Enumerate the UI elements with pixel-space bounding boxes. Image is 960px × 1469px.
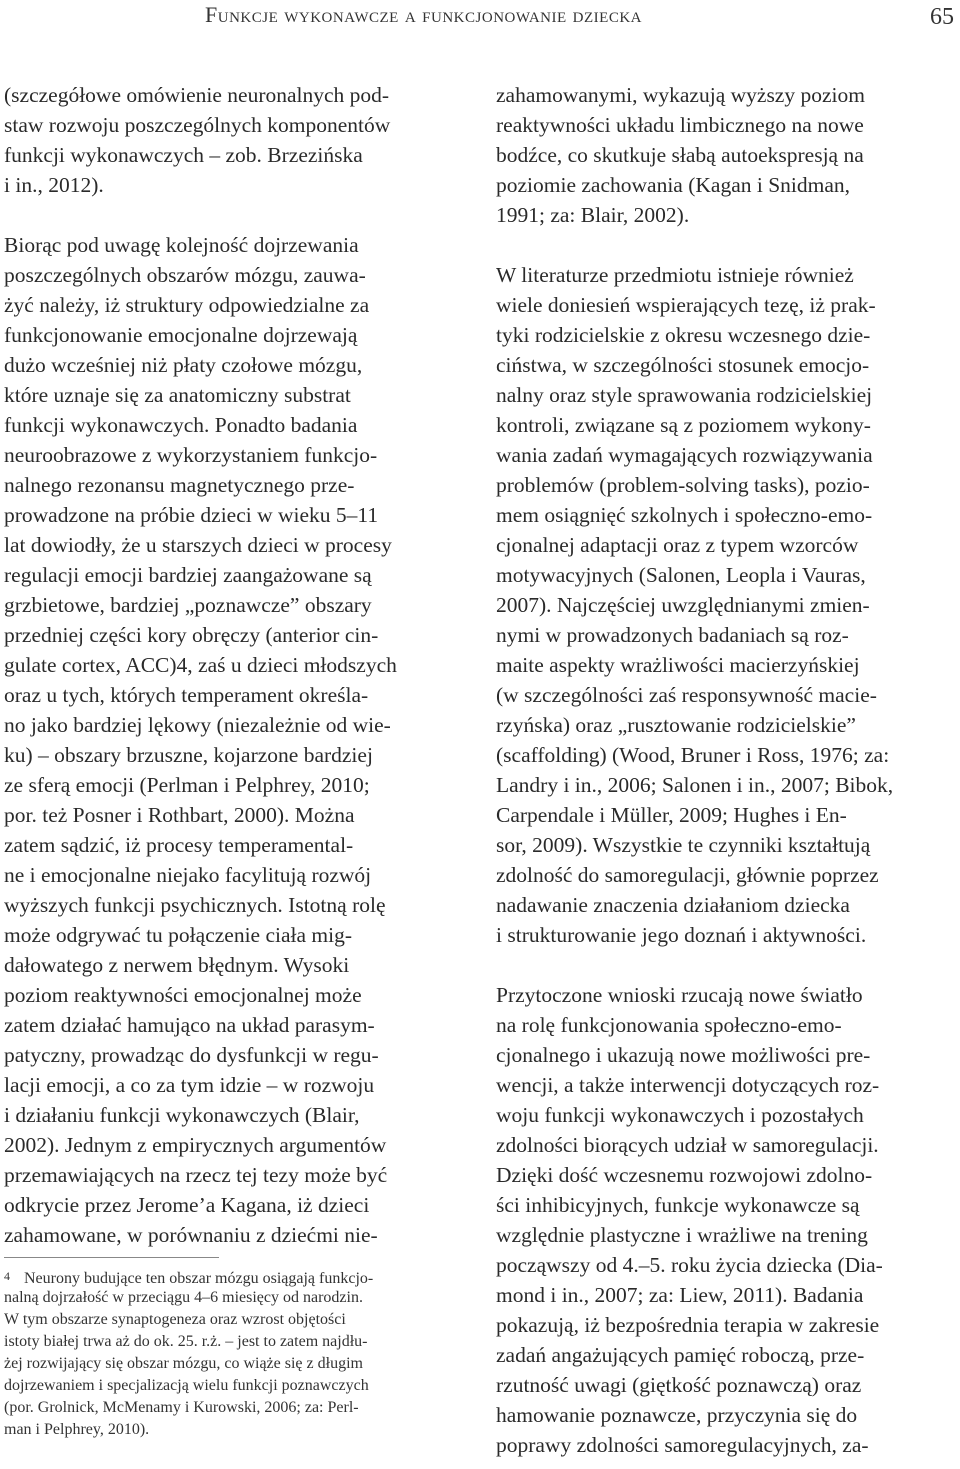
right-column-text-line: rzyńska) oraz „rusztowanie rodzicielskie” — [496, 713, 856, 737]
left-column-text-line: staw rozwoju poszczególnych komponentów — [4, 113, 391, 137]
left-column-text-line: dałowatego z nerwem błędnym. Wysoki — [4, 953, 350, 977]
right-column-text-line: maite aspekty wrażliwości macierzyńskiej — [496, 653, 860, 677]
footnote-line: żej rozwijający się obszar mózgu, co wiąże się z długim — [4, 1355, 363, 1372]
footnote-line: istoty białej trwa aż do ok. 25. r.ż. – jest to zatem najdłu- — [4, 1333, 368, 1350]
left-column-text-line: no jako bardziej lękowy (niezależnie od wie- — [4, 713, 391, 737]
left-column-text-line: poszczególnych obszarów mózgu, zauwa- — [4, 263, 366, 287]
left-column-text-line: przemawiających na rzecz tej tezy może być — [4, 1163, 388, 1187]
left-column-text-line: 2002). Jednym z empirycznych argumentów — [4, 1133, 387, 1157]
left-column-text-line: funkcji wykonawczych – zob. Brzezińska — [4, 143, 363, 167]
left-column-text-line: nalnego rezonansu magnetycznego prze- — [4, 473, 355, 497]
left-column-text-line: zahamowane, w porównaniu z dziećmi nie- — [4, 1223, 378, 1247]
right-column-text-line: Landry i in., 2006; Salonen i in., 2007; Bibok, — [496, 773, 894, 797]
left-column-text-line: grzbietowe, bardziej „poznawcze” obszary — [4, 593, 372, 617]
page-number: 65 — [930, 4, 954, 30]
right-column-text-line: zdolność do samoregulacji, głównie poprzez — [496, 863, 879, 887]
left-column-text-line: żyć należy, iż struktury odpowiedzialne za — [4, 293, 370, 317]
right-column-text-line: mem osiągnięć szkolnych i społeczno-emo- — [496, 503, 873, 527]
footnote-marker: 4 — [4, 1269, 10, 1283]
left-column-text-line: ne i emocjonalne niejako facylitują rozwój — [4, 863, 372, 887]
left-column-text-line: patyczny, prowadząc do dysfunkcji w regu- — [4, 1043, 379, 1067]
footnote-line: nalną dojrzałość w przeciągu 4–6 miesięcy od narodzin. — [4, 1289, 363, 1306]
right-column-text-line: zadań angażujących pamięć roboczą, prze- — [496, 1343, 865, 1367]
right-column-text-line: ciństwa, w szczególności stosunek emocjo- — [496, 353, 870, 377]
right-column-text-line: na rolę funkcjonowania społeczno-emo- — [496, 1013, 842, 1037]
left-column-paragraph-gap — [4, 200, 464, 230]
right-column-text-line: rzutność uwagi (giętkość poznawczą) oraz — [496, 1373, 862, 1397]
right-column-text-line: woju funkcji wykonawczych i pozostałych — [496, 1103, 864, 1127]
left-column-text-line: wyższych funkcji psychicznych. Istotną rolę — [4, 893, 386, 917]
right-column-text-line: 1991; za: Blair, 2002). — [496, 203, 690, 227]
footnote-line: W tym obszarze synaptogeneza oraz wzrost objętości — [4, 1311, 346, 1328]
right-column-text-line: kontroli, związane są z poziomem wykony- — [496, 413, 871, 437]
left-column-text-line: lacji emocji, a co za tym idzie – w rozwoju — [4, 1073, 375, 1097]
left-column-text-line: Biorąc pod uwagę kolejność dojrzewania — [4, 233, 359, 257]
right-column-text-line: cjonalnej adaptacji oraz z typem wzorców — [496, 533, 859, 557]
left-column-text-line: oraz u tych, których temperament określa- — [4, 683, 369, 707]
right-column-text-line: hamowanie poznawcze, przyczynia się do — [496, 1403, 858, 1427]
right-column-text-line: wencji, a także interwencji dotyczących roz- — [496, 1073, 880, 1097]
right-column-text-line: Przytoczone wnioski rzucają nowe światło — [496, 983, 863, 1007]
right-column-text-line: począwszy od 4.–5. roku życia dziecka (Dia- — [496, 1253, 883, 1277]
right-column-text-line: zahamowanymi, wykazują wyższy poziom — [496, 83, 865, 107]
left-column — [4, 80, 464, 1250]
right-column-text-line: i strukturowanie jego doznań i aktywności. — [496, 923, 867, 947]
left-column-text-line: poziom reaktywności emocjonalnej może — [4, 983, 362, 1007]
right-column-text-line: (w szczególności zaś responsywność macie- — [496, 683, 877, 707]
running-header — [0, 0, 960, 40]
left-column-text-line: ze sferą emocji (Perlman i Pelphrey, 2010; — [4, 773, 370, 797]
left-column-text-line: odkrycie przez Jerome’a Kagana, iż dzieci — [4, 1193, 370, 1217]
right-column-text-line: wania zadań wymagających rozwiązywania — [496, 443, 873, 467]
left-column-text-line: zatem działać hamująco na układ parasym- — [4, 1013, 375, 1037]
left-column-text-line: przedniej części kory obręczy (anterior cin- — [4, 623, 379, 647]
right-column-text-line: poprawy zdolności samoregulacyjnych, za- — [496, 1433, 869, 1457]
right-column-text-line: względnie plastyczne i wrażliwe na trening — [496, 1223, 868, 1247]
right-column-paragraph-gap — [496, 950, 956, 980]
right-column-text-line: mond i in., 2007; za: Liew, 2011). Badania — [496, 1283, 864, 1307]
running-title: Funkcje wykonawcze a funkcjonowanie dziecka — [205, 2, 642, 27]
left-column-text-line: funkcji wykonawczych. Ponadto badania — [4, 413, 358, 437]
footnote-divider — [4, 1257, 219, 1258]
right-column-text-line: zdolności biorących udział w samoregulacji. — [496, 1133, 879, 1157]
left-column-text-line: lat dowiodły, że u starszych dzieci w procesy — [4, 533, 392, 557]
footnotes — [4, 1265, 464, 1441]
left-column-text-line: prowadzone na próbie dzieci w wieku 5–11 — [4, 503, 379, 527]
right-column-text-line: (scaffolding) (Wood, Bruner i Ross, 1976; za: — [496, 743, 890, 767]
right-column-text-line: W literaturze przedmiotu istnieje również — [496, 263, 854, 287]
footnote-text: Neurony budujące ten obszar mózgu osiągają funkcjo- — [24, 1270, 374, 1287]
left-column-text-line: i in., 2012). — [4, 173, 104, 197]
right-column-text-line: Dzięki dość wczesnemu rozwojowi zdolno- — [496, 1163, 873, 1187]
right-column-text-line: pokazują, iż bezpośrednia terapia w zakresie — [496, 1313, 880, 1337]
right-column-text-line: motywacyjnych (Salonen, Leopla i Vauras, — [496, 563, 866, 587]
left-column-text-line: funkcjonowanie emocjonalne dojrzewają — [4, 323, 358, 347]
left-column-text-line: zatem sądzić, iż procesy temperamental- — [4, 833, 354, 857]
right-column-text-line: nalny oraz style sprawowania rodzicielskiej — [496, 383, 873, 407]
left-column-text-line: może odgrywać tu połączenie ciała mig- — [4, 923, 353, 947]
footnote-line: (por. Grolnick, McMenamy i Kurowski, 2006; za: Perl- — [4, 1399, 359, 1416]
left-column-text-line: i działaniu funkcji wykonawczych (Blair, — [4, 1103, 360, 1127]
right-column-text-line: ści inhibicyjnych, funkcje wykonawcze są — [496, 1193, 860, 1217]
footnote-line — [4, 1265, 464, 1287]
left-column-text-line: (szczegółowe omówienie neuronalnych pod- — [4, 83, 390, 107]
right-column-text-line: Carpendale i Müller, 2009; Hughes i En- — [496, 803, 847, 827]
right-column-text-line: sor, 2009). Wszystkie te czynniki kształtują — [496, 833, 871, 857]
right-column-text-line: problemów (problem-solving tasks), pozio- — [496, 473, 870, 497]
right-column-text-line: 2007). Najczęściej uwzględnianymi zmien- — [496, 593, 870, 617]
left-column-text-line: gulate cortex, ACC)4, zaś u dzieci młodszych — [4, 653, 397, 677]
right-column-text-line: reaktywności układu limbicznego na nowe — [496, 113, 864, 137]
left-column-text-line: por. też Posner i Rothbart, 2000). Można — [4, 803, 355, 827]
left-column-text-line: regulacji emocji bardziej zaangażowane są — [4, 563, 372, 587]
left-column-text-line: które uznaje się za anatomiczny substrat — [4, 383, 351, 407]
right-column-text-line: poziomie zachowania (Kagan i Snidman, — [496, 173, 851, 197]
right-column-text-line: nymi w prowadzonych badaniach są roz- — [496, 623, 849, 647]
left-column-text-line: neuroobrazowe z wykorzystaniem funkcjo- — [4, 443, 378, 467]
right-column-text-line: cjonalnego i ukazują nowe możliwości pre- — [496, 1043, 871, 1067]
right-column-text-line: bodźce, co skutkuje słabą autoekspresją na — [496, 143, 864, 167]
footnote-line: dojrzewaniem i specjalizacją wielu funkcji poznawczych — [4, 1377, 369, 1394]
right-column-text-line: nadawanie znaczenia działaniom dziecka — [496, 893, 850, 917]
right-column-text-line: tyki rodzicielskie z okresu wczesnego dzie- — [496, 323, 871, 347]
right-column — [496, 80, 956, 1460]
footnote-line: man i Pelphrey, 2010). — [4, 1421, 150, 1438]
left-column-text-line: dużo wcześniej niż płaty czołowe mózgu, — [4, 353, 363, 377]
left-column-text-line: ku) – obszary brzuszne, kojarzone bardziej — [4, 743, 373, 767]
right-column-text-line: wiele doniesień wspierających tezę, iż prak- — [496, 293, 876, 317]
right-column-paragraph-gap — [496, 230, 956, 260]
